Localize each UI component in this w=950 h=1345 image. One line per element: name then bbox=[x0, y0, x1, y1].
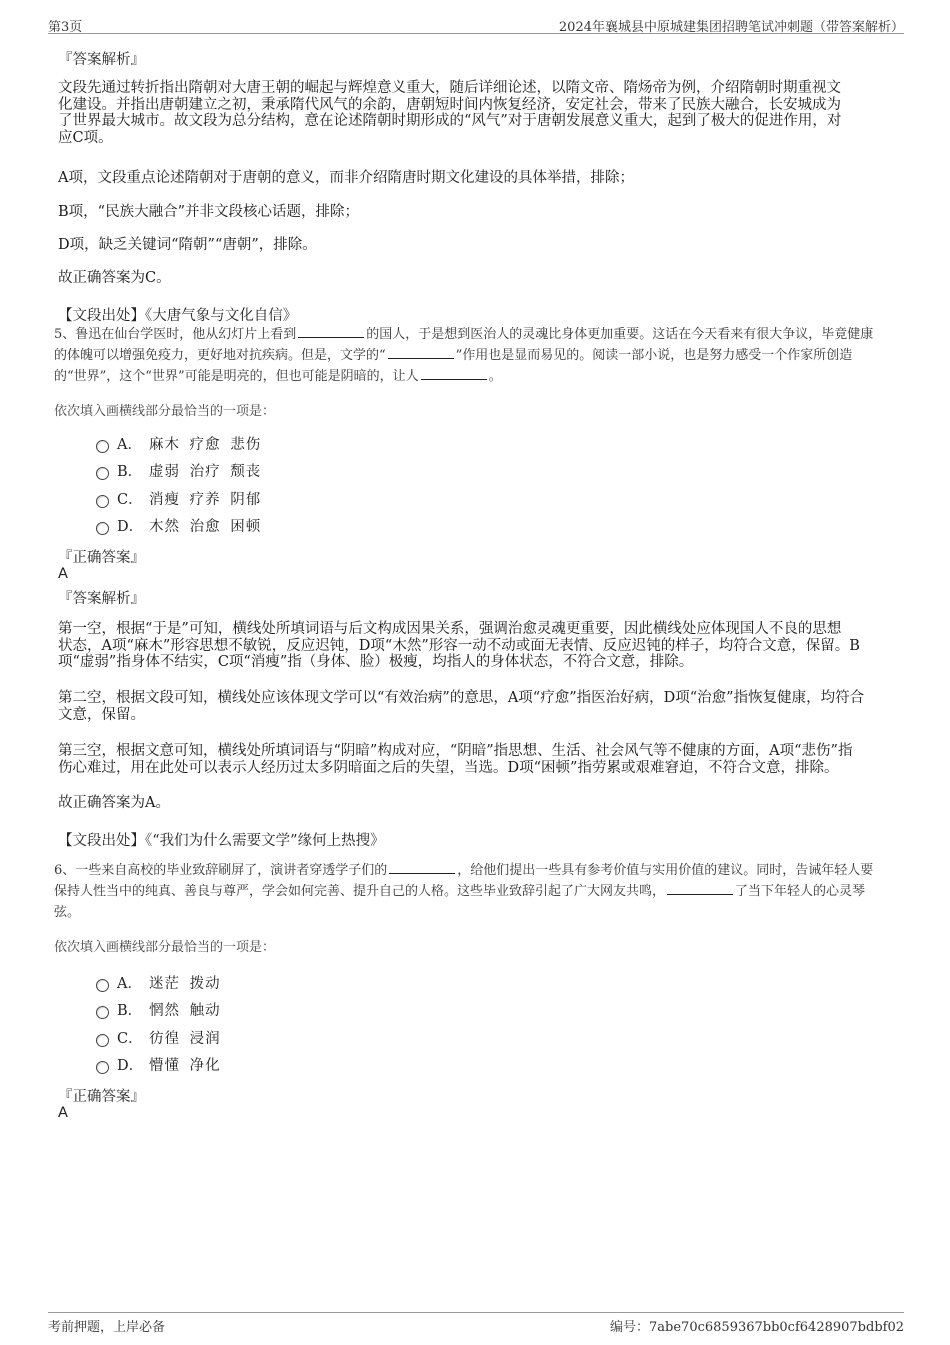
text-line: 项“虚弱”指身体不结实，C项“消瘦”指（身体、脸）极瘦，均指人的身体状态，不符合文意，排除。 bbox=[58, 654, 694, 671]
correct-answer: A bbox=[58, 1105, 68, 1121]
analysis-paragraph bbox=[58, 80, 894, 146]
text-line: 伤心难过，用在此处可以表示人经历过太多阴暗面之后的失望，当选。D项“困顿”指劳累或艰难窘迫，不符合文意，排除。 bbox=[58, 759, 839, 776]
analysis-conclusion: 故正确答案为A。 bbox=[58, 795, 170, 811]
page-footer bbox=[48, 1312, 904, 1336]
analysis-blank-2 bbox=[58, 690, 894, 723]
option-a[interactable]: A． 迷茫 拨动 bbox=[96, 971, 221, 993]
analysis-option-b: B项，“民族大融合”并非文段核心话题，排除； bbox=[58, 204, 359, 220]
question-line: 的“世界”，这个“世界”可能是明亮的，但也可能是阴暗的，让人 。 bbox=[54, 369, 502, 384]
question-line: 5、鲁迅在仙台学医时，他从幻灯片上看到 的国人，于是想到医治人的灵魂比身体更加重要。这话在今天看来有很大争议，毕竟健康 bbox=[54, 327, 874, 342]
option-d[interactable]: D． 懵懂 净化 bbox=[96, 1053, 221, 1075]
correct-answer: A bbox=[58, 566, 68, 582]
text-line: 化建设。并指出唐朝建立之初，秉承隋代风气的余韵，唐朝短时间内恢复经济，安定社会，带来了民族大融合，长安城成为 bbox=[58, 96, 841, 113]
fill-blank bbox=[389, 862, 455, 874]
option-a[interactable]: A． 麻木 疗愈 悲伤 bbox=[96, 432, 261, 454]
text-line: 第二空，根据文段可知，横线处应该体现文学可以“有效治病”的意思，A项“疗愈”指医治好病，D项“治愈”指恢复健康，均符合 bbox=[58, 690, 865, 706]
radio-icon[interactable] bbox=[96, 1006, 109, 1019]
question-line: 弦。 bbox=[54, 905, 81, 920]
page-number: 第3页 bbox=[48, 20, 83, 35]
analysis-label: 『答案解析』 bbox=[58, 52, 145, 68]
option-d[interactable]: D． 木然 治愈 困顿 bbox=[96, 514, 261, 536]
question-line: 6、一些来自高校的毕业致辞刷屏了，演讲者穿透学子们的 ，给他们提出一些具有参考价值与实用价值的建议。同时，告诫年轻人要 bbox=[54, 863, 874, 878]
radio-icon[interactable] bbox=[96, 1034, 109, 1047]
correct-answer-label: 『正确答案』 bbox=[58, 550, 145, 566]
correct-answer-label: 『正确答案』 bbox=[58, 1089, 145, 1105]
page-header bbox=[48, 14, 904, 34]
analysis-option-d: D项，缺乏关键词“隋朝”“唐朝”，排除。 bbox=[58, 237, 317, 253]
question-prompt: 依次填入画横线部分最恰当的一项是： bbox=[54, 940, 276, 955]
option-c[interactable]: C． 消瘦 疗养 阴郁 bbox=[96, 487, 261, 509]
passage-source: 【文段出处】《大唐气象与文化自信》 bbox=[58, 308, 298, 324]
fill-blank bbox=[388, 347, 454, 359]
text-line: 文意，保留。 bbox=[58, 706, 145, 723]
question-5-stem bbox=[54, 324, 904, 387]
fill-blank bbox=[298, 326, 364, 338]
text-line: 了世界最大城市。故文段为总分结构，意在论述隋朝时期形成的“风气”对于唐朝发展意义重大，起到了极大的促进作用，对 bbox=[58, 113, 842, 130]
text-line: 第三空，根据文意可知，横线处所填词语与“阴暗”构成对应，“阴暗”指思想、生活、社会风气等不健康的方面，A项“悲伤”指 bbox=[58, 743, 853, 759]
option-c[interactable]: C． 彷徨 浸润 bbox=[96, 1026, 221, 1048]
radio-icon[interactable] bbox=[96, 440, 109, 453]
document-id: 编号：7abe70c6859367bb0cf6428907bdbf02 bbox=[610, 1320, 904, 1335]
question-line: 保持人性当中的纯真、善良与尊严，学会如何完善、提升自己的人格。这些毕业致辞引起了广大网友共鸣， 了当下年轻人的心灵琴 bbox=[54, 884, 866, 899]
question-prompt: 依次填入画横线部分最恰当的一项是： bbox=[54, 404, 276, 419]
question-line: 的体魄可以增强免疫力，更好地对抗疾病。但是，文学的“ ”作用也是显而易见的。阅读一部小说，也是努力感受一个作家所创造 bbox=[54, 348, 853, 363]
passage-source: 【文段出处】《“我们为什么需要文学”缘何上热搜》 bbox=[58, 833, 385, 849]
text-line: 状态，A项“麻木”形容思想不敏锐，反应迟钝，D项“木然”形容一动不动或面无表情、反应迟钝的样子，均符合文意，保留。B bbox=[58, 637, 860, 654]
footer-slogan: 考前押题，上岸必备 bbox=[48, 1320, 166, 1335]
analysis-blank-3 bbox=[58, 743, 894, 776]
fill-blank bbox=[667, 883, 733, 895]
document-title: 2024年襄城县中原城建集团招聘笔试冲刺题（带答案解析） bbox=[558, 20, 904, 35]
analysis-conclusion: 故正确答案为C。 bbox=[58, 270, 171, 286]
radio-icon[interactable] bbox=[96, 467, 109, 480]
text-line: 文段先通过转折指出隋朝对大唐王朝的崛起与辉煌意义重大，随后详细论述，以隋文帝、隋炀帝为例，介绍隋朝时期重视文 bbox=[58, 80, 841, 96]
radio-icon[interactable] bbox=[96, 522, 109, 535]
analysis-label: 『答案解析』 bbox=[58, 591, 145, 607]
analysis-blank-1 bbox=[58, 621, 894, 671]
question-6-stem bbox=[54, 860, 904, 923]
fill-blank bbox=[421, 368, 487, 380]
option-b[interactable]: B． 虚弱 治疗 颓丧 bbox=[96, 459, 261, 481]
option-b[interactable]: B． 惘然 触动 bbox=[96, 998, 221, 1020]
text-line: 应C项。 bbox=[58, 129, 113, 146]
radio-icon[interactable] bbox=[96, 1061, 109, 1074]
text-line: 第一空，根据“于是”可知，横线处所填词语与后文构成因果关系，强调治愈灵魂更重要，因此横线处应体现国人不良的思想 bbox=[58, 621, 842, 637]
radio-icon[interactable] bbox=[96, 979, 109, 992]
analysis-option-a: A项，文段重点论述隋朝对于唐朝的意义，而非介绍隋唐时期文化建设的具体举措，排除； bbox=[58, 170, 634, 186]
radio-icon[interactable] bbox=[96, 495, 109, 508]
